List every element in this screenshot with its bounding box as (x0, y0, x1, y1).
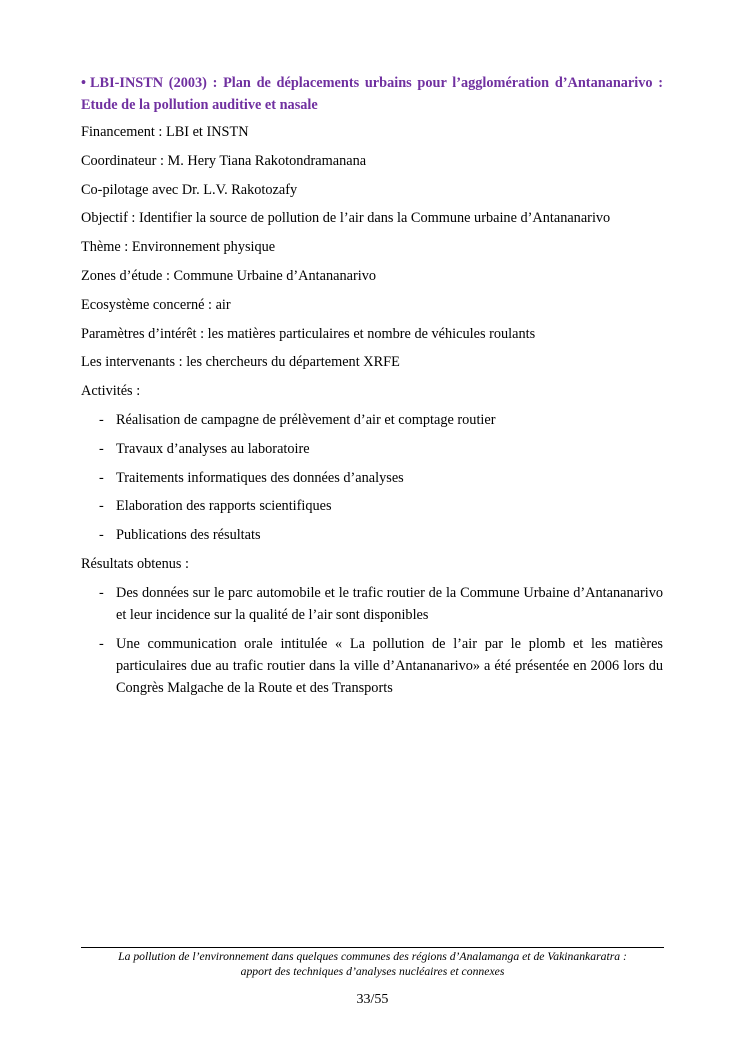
theme-line: Thème : Environnement physique (81, 239, 276, 256)
study-zones-line: Zones d’étude : Commune Urbaine d’Antananarivo (81, 267, 376, 284)
list-item: - Des données sur le parc automobile et le trafic routier de la Commune Urbaine d’Antananarivo et leur incidence sur la qualité de l’air sont disponibles (81, 582, 663, 626)
ecosystem-line: Ecosystème concerné : air (81, 296, 231, 313)
funding-line: Financement : LBI et INSTN (81, 124, 249, 140)
bullet-icon: • (81, 75, 87, 91)
list-item: - Une communication orale intitulée « La pollution de l’air par le plomb et les matières particulaires due au trafic routier dans la ville d’Antananarivo» a été présentée en 2006 lors du Congrès Malgache de la Route et des Transports (81, 633, 663, 699)
list-item: - Elaboration des rapports scientifiques (81, 495, 663, 517)
section-heading-text: LBI-INSTN (2003) : Plan de déplacements urbains pour l’agglomération d’Antananarivo : Etude de la pollution auditive et nasale (81, 75, 663, 113)
dash-icon: - (99, 440, 104, 457)
footer-line-2: apport des techniques d’analyses nucléaires et connexes (240, 965, 505, 978)
list-item: - Publications des résultats (81, 524, 663, 546)
activities-list (81, 409, 663, 546)
activities-label: Activités : (81, 383, 141, 400)
co-pilot-line: Co-pilotage avec Dr. L.V. Rakotozafy (81, 181, 298, 198)
list-item: - Réalisation de campagne de prélèvement d’air et comptage routier (81, 409, 663, 431)
list-item: - Traitements informatiques des données d’analyses (81, 467, 663, 489)
dash-icon: - (99, 527, 104, 544)
dash-icon: - (99, 411, 104, 428)
page-number: 33/55 (356, 992, 389, 1007)
parameters-line: Paramètres d’intérêt : les matières particulaires et nombre de véhicules roulants (81, 325, 536, 342)
footer-caption (81, 949, 664, 979)
dash-icon: - (99, 584, 104, 601)
section-heading (81, 72, 663, 116)
footer-line-1: La pollution de l’environnement dans quelques communes des régions d’Analamanga et de Vakinankaratra : (118, 950, 627, 963)
page-content (81, 72, 663, 705)
dash-icon: - (99, 498, 104, 515)
list-item: - Travaux d’analyses au laboratoire (81, 438, 663, 460)
footer-divider (81, 947, 664, 948)
dash-icon: - (99, 469, 104, 486)
dash-icon: - (99, 635, 104, 652)
results-label: Résultats obtenus : (81, 555, 190, 572)
coordinator-line: Coordinateur : M. Hery Tiana Rakotondramanana (81, 152, 367, 169)
results-list (81, 582, 663, 699)
objective-line: Objectif : Identifier la source de pollution de l’air dans la Commune urbaine d’Antananarivo (81, 210, 611, 227)
participants-line: Les intervenants : les chercheurs du département XRFE (81, 354, 400, 371)
